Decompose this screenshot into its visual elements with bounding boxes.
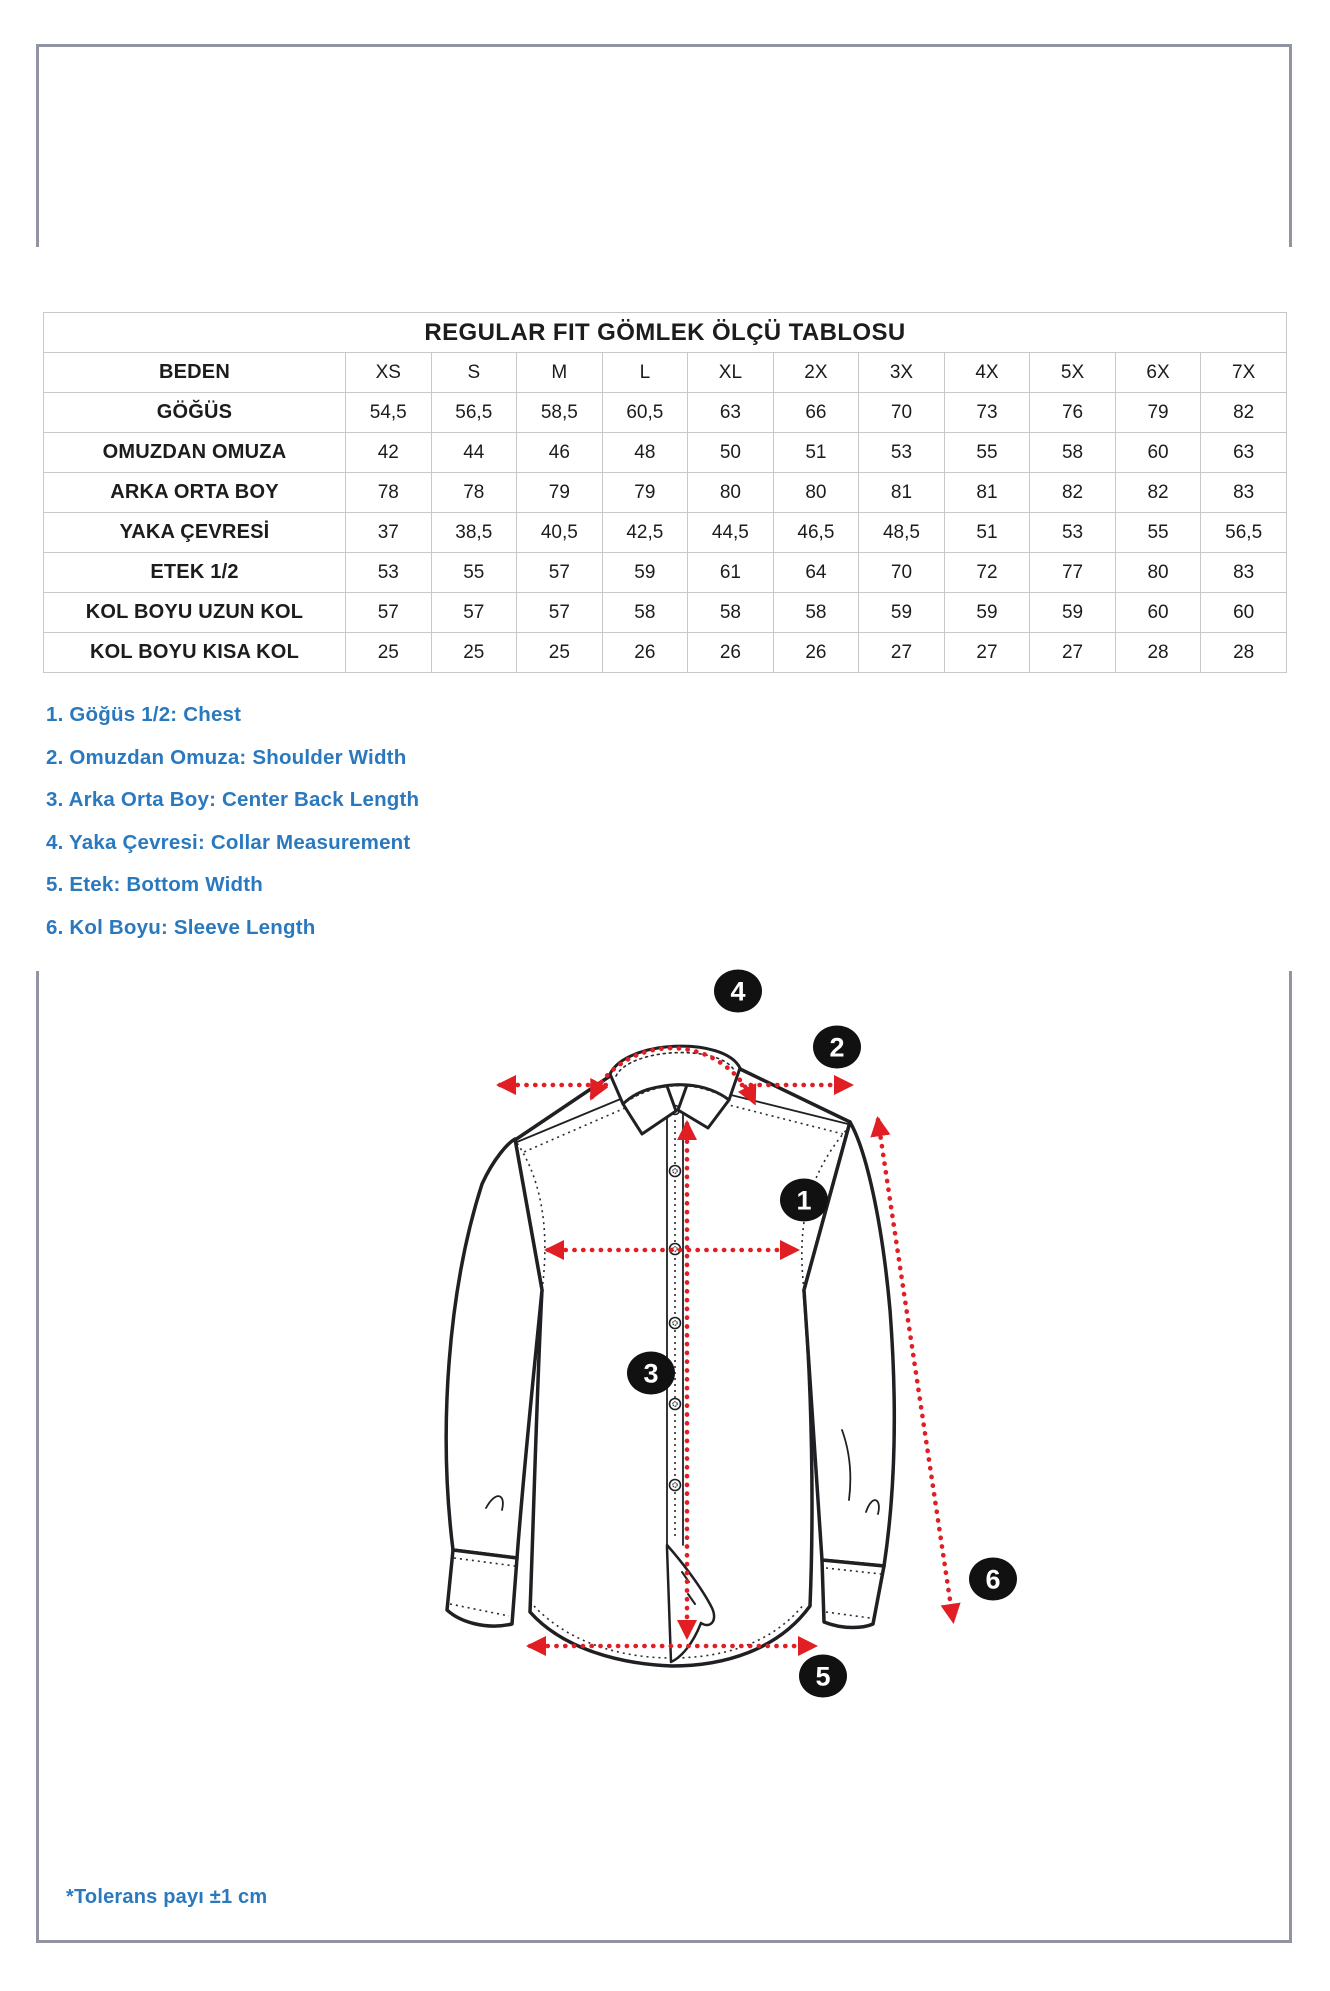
measure-row (44, 633, 1287, 673)
size-header-cell: L (602, 353, 688, 393)
measure-value-cell: 81 (944, 473, 1030, 513)
measure-value-cell: 53 (1030, 513, 1116, 553)
size-header-cell: XS (346, 353, 432, 393)
measure-value-cell: 59 (859, 593, 945, 633)
size-header-row (44, 353, 1287, 393)
measure-value-cell: 59 (944, 593, 1030, 633)
measure-value-cell: 76 (1030, 393, 1116, 433)
badge-number: 3 (643, 1358, 659, 1389)
size-header-cell: S (431, 353, 517, 393)
size-header-cell: 4X (944, 353, 1030, 393)
measure-value-cell: 25 (431, 633, 517, 673)
measure-value-cell: 78 (346, 473, 432, 513)
measure-value-cell: 58 (773, 593, 859, 633)
measure-value-cell: 55 (1115, 513, 1201, 553)
measure-value-cell: 64 (773, 553, 859, 593)
measure-value-cell: 51 (773, 433, 859, 473)
measure-value-cell: 58 (688, 593, 774, 633)
legend (46, 694, 419, 949)
measure-badge-chest (780, 1179, 828, 1222)
measure-label-cell: OMUZDAN OMUZA (44, 433, 346, 473)
measure-value-cell: 83 (1201, 473, 1287, 513)
measure-value-cell: 58 (1030, 433, 1116, 473)
size-header-cell: XL (688, 353, 774, 393)
measure-value-cell: 40,5 (517, 513, 603, 553)
measure-value-cell: 58,5 (517, 393, 603, 433)
measure-value-cell: 48,5 (859, 513, 945, 553)
measure-value-cell: 27 (944, 633, 1030, 673)
legend-item: 1. Göğüs 1/2: Chest (46, 703, 242, 727)
measure-value-cell: 25 (517, 633, 603, 673)
size-header-cell: 3X (859, 353, 945, 393)
measure-value-cell: 59 (602, 553, 688, 593)
size-header-cell: 2X (773, 353, 859, 393)
measure-value-cell: 83 (1201, 553, 1287, 593)
shirt-measurement-diagram (420, 960, 1020, 1710)
measure-value-cell: 80 (688, 473, 774, 513)
measure-badge-center-back (627, 1352, 675, 1395)
measure-value-cell: 70 (859, 553, 945, 593)
measure-value-cell: 82 (1030, 473, 1116, 513)
shirt-right-cuff (822, 1560, 884, 1628)
badge-number: 1 (796, 1185, 812, 1216)
measure-value-cell: 70 (859, 393, 945, 433)
measure-value-cell: 53 (346, 553, 432, 593)
measure-label-cell: YAKA ÇEVRESİ (44, 513, 346, 553)
badge-number: 5 (815, 1661, 831, 1692)
measure-row (44, 433, 1287, 473)
measure-label-cell: ETEK 1/2 (44, 553, 346, 593)
measure-value-cell: 51 (944, 513, 1030, 553)
tolerance-note: *Tolerans payı ±1 cm (66, 1886, 268, 1908)
measure-label-cell: ARKA ORTA BOY (44, 473, 346, 513)
measure-value-cell: 46 (517, 433, 603, 473)
measure-row (44, 553, 1287, 593)
measure-value-cell: 79 (602, 473, 688, 513)
measure-label-cell: KOL BOYU UZUN KOL (44, 593, 346, 633)
measure-value-cell: 79 (517, 473, 603, 513)
shirt-left-sleeve (446, 1139, 542, 1558)
measure-value-cell: 53 (859, 433, 945, 473)
measure-badge-collar (714, 970, 762, 1013)
measure-value-cell: 61 (688, 553, 774, 593)
measure-badge-shoulder (813, 1026, 861, 1069)
measure-row (44, 593, 1287, 633)
measure-value-cell: 57 (346, 593, 432, 633)
table-title-row (44, 313, 1287, 353)
measure-value-cell: 60 (1115, 433, 1201, 473)
size-table (43, 312, 1287, 673)
measure-value-cell: 82 (1201, 393, 1287, 433)
measure-value-cell: 66 (773, 393, 859, 433)
measure-value-cell: 58 (602, 593, 688, 633)
measure-value-cell: 38,5 (431, 513, 517, 553)
legend-item: 5. Etek: Bottom Width (46, 873, 263, 897)
measure-value-cell: 55 (431, 553, 517, 593)
table-title: REGULAR FIT GÖMLEK ÖLÇÜ TABLOSU (44, 313, 1287, 353)
measure-value-cell: 81 (859, 473, 945, 513)
measure-value-cell: 50 (688, 433, 774, 473)
measure-row (44, 473, 1287, 513)
measure-value-cell: 42 (346, 433, 432, 473)
size-header-label-cell: BEDEN (44, 353, 346, 393)
measure-row (44, 393, 1287, 433)
measure-value-cell: 73 (944, 393, 1030, 433)
size-header-cell: 6X (1115, 353, 1201, 393)
badge-number: 4 (730, 976, 746, 1007)
measure-value-cell: 57 (431, 593, 517, 633)
measure-value-cell: 82 (1115, 473, 1201, 513)
measure-value-cell: 59 (1030, 593, 1116, 633)
measure-value-cell: 57 (517, 593, 603, 633)
measure-label-cell: KOL BOYU KISA KOL (44, 633, 346, 673)
badge-number: 6 (985, 1564, 1001, 1595)
measure-value-cell: 37 (346, 513, 432, 553)
measure-value-cell: 55 (944, 433, 1030, 473)
size-header-cell: M (517, 353, 603, 393)
measure-value-cell: 60 (1115, 593, 1201, 633)
measure-value-cell: 28 (1115, 633, 1201, 673)
measure-value-cell: 77 (1030, 553, 1116, 593)
measure-value-cell: 46,5 (773, 513, 859, 553)
measure-value-cell: 26 (602, 633, 688, 673)
legend-item: 2. Omuzdan Omuza: Shoulder Width (46, 745, 407, 769)
measure-value-cell: 63 (1201, 433, 1287, 473)
legend-item: 6. Kol Boyu: Sleeve Length (46, 915, 316, 939)
size-header-cell: 5X (1030, 353, 1116, 393)
measure-value-cell: 28 (1201, 633, 1287, 673)
measure-value-cell: 27 (1030, 633, 1116, 673)
measure-value-cell: 27 (859, 633, 945, 673)
shirt-left-cuff (447, 1550, 517, 1626)
measure-value-cell: 72 (944, 553, 1030, 593)
measure-value-cell: 26 (773, 633, 859, 673)
measure-value-cell: 80 (1115, 553, 1201, 593)
size-header-cell: 7X (1201, 353, 1287, 393)
measure-value-cell: 60 (1201, 593, 1287, 633)
measure-value-cell: 63 (688, 393, 774, 433)
measure-value-cell: 26 (688, 633, 774, 673)
measure-value-cell: 57 (517, 553, 603, 593)
measure-value-cell: 44,5 (688, 513, 774, 553)
measure-row (44, 513, 1287, 553)
measure-value-cell: 44 (431, 433, 517, 473)
measure-value-cell: 56,5 (431, 393, 517, 433)
measure-value-cell: 54,5 (346, 393, 432, 433)
measure-value-cell: 79 (1115, 393, 1201, 433)
measure-value-cell: 56,5 (1201, 513, 1287, 553)
legend-item: 4. Yaka Çevresi: Collar Measurement (46, 830, 411, 854)
measure-label-cell: GÖĞÜS (44, 393, 346, 433)
measure-badge-sleeve (969, 1558, 1017, 1601)
legend-item: 3. Arka Orta Boy: Center Back Length (46, 788, 420, 812)
measure-value-cell: 25 (346, 633, 432, 673)
measure-value-cell: 42,5 (602, 513, 688, 553)
measure-value-cell: 48 (602, 433, 688, 473)
badge-number: 2 (829, 1032, 845, 1063)
measure-value-cell: 60,5 (602, 393, 688, 433)
measure-value-cell: 80 (773, 473, 859, 513)
measure-value-cell: 78 (431, 473, 517, 513)
size-table-body (44, 313, 1287, 673)
top-page-frame (36, 44, 1292, 247)
measure-badge-bottom (799, 1655, 847, 1698)
